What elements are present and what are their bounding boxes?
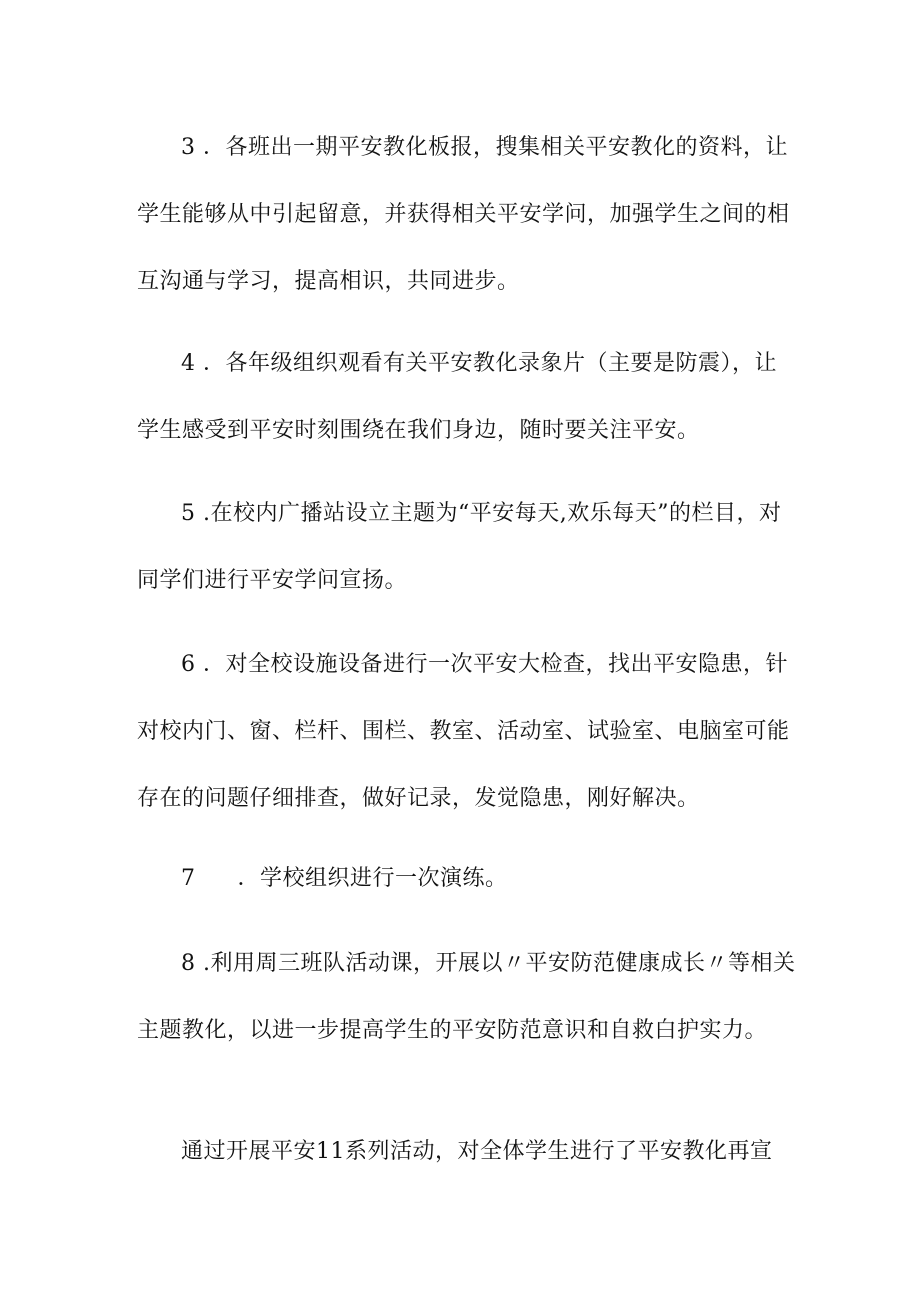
paragraph-text: 4 ．各年级组织观看有关平安教化录象片（主要是防震），让学生感受到平安时刻围绕在我们身边，随时要关注平安。 — [137, 351, 777, 443]
paragraph-text: 6 ．对全校设施设备进行一次平安大检查，找出平安隐患，针对校内门、窗、栏杆、围栏、教室、活动室、试验室、电脑室可能存在的问题仔细排查，做好记录，发觉隐患，刚好解决。 — [137, 652, 790, 811]
paragraph-text: 8 .利用周三班队活动课，开展以〃平安防范健康成长〃等相关主题教化，以进一步提高学生的平安防范意识和自救白护实力。 — [137, 951, 796, 1043]
paragraph-text: 通过开展平安11系列活动，对全体学生进行了平安教化再宣 — [181, 1139, 773, 1164]
paragraph-item-7 — [137, 845, 797, 912]
paragraph-item-4 — [137, 330, 797, 464]
paragraph-item-3 — [137, 114, 797, 315]
paragraph-item-9 — [137, 1118, 797, 1185]
paragraph-text: 5 .在校内广播站设立主题为“平安每天,欢乐每天”的栏目，对同学们进行平安学问宣扬。 — [137, 501, 782, 593]
paragraph-item-8 — [137, 930, 797, 1064]
paragraph-text: ．学校组织进行一次演练。 — [237, 866, 508, 891]
paragraph-item-6 — [137, 631, 797, 832]
paragraph-item-5 — [137, 480, 797, 614]
paragraph-text: 3 ．各班出一期平安教化板报，搜集相关平安教化的资料，让学生能够从中引起留意，并获得相关平安学问，加强学生之间的相互沟通与学习，提高相识，共同进步。 — [137, 135, 790, 294]
paragraph-number: 7 — [181, 866, 196, 891]
